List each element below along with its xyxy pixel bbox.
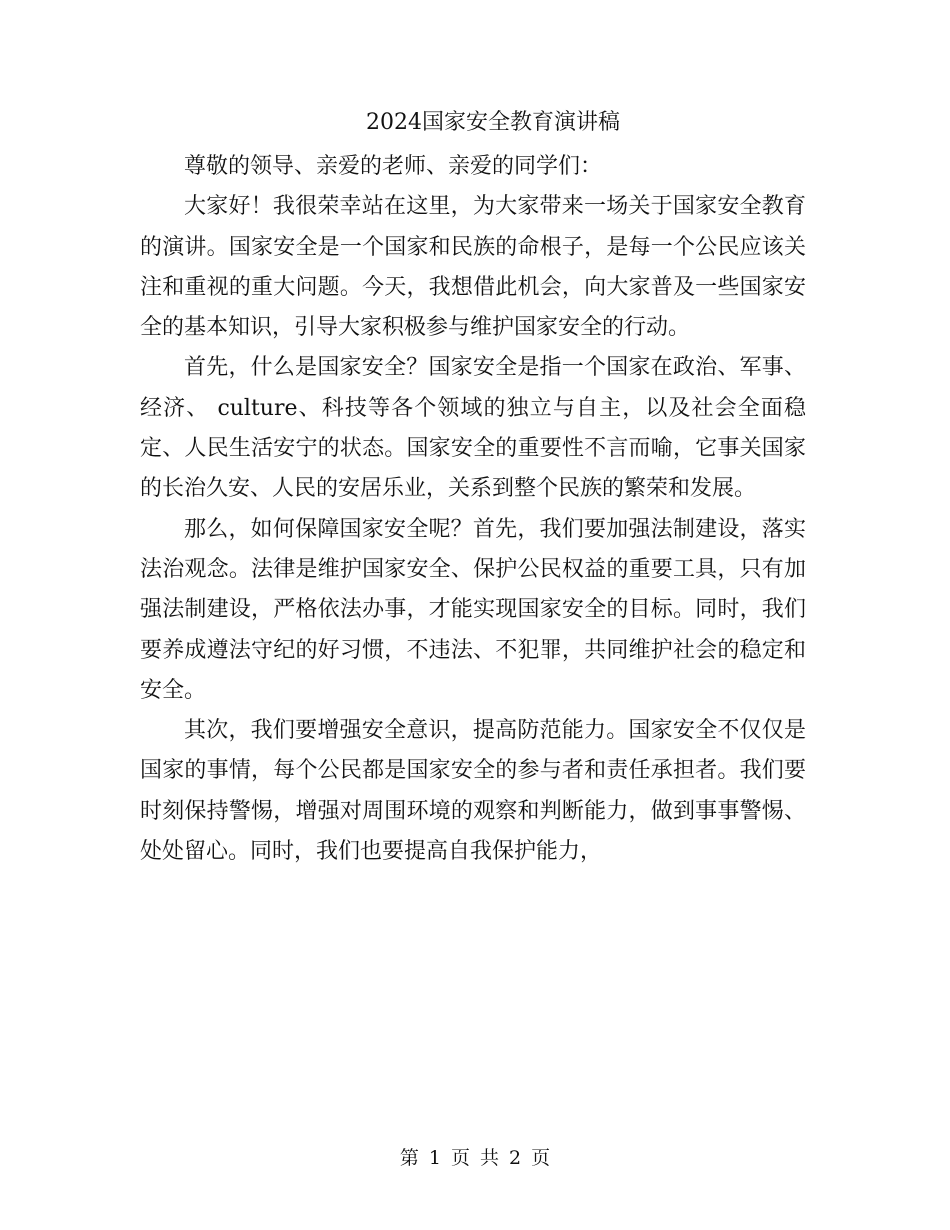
rule-of-law-paragraph: 那么，如何保障国家安全呢？首先，我们要加强法制建设，落实法治观念。法律是维护国家安全、保护公民权益的重要工具，只有加强法制建设，严格依法办事，才能实现国家安全的目标。同时，我们要养成遵法守纪的好习惯，不违法、不犯罪，共同维护社会的稳定和安全。 xyxy=(140,516,806,703)
document-title: 2024国家安全教育演讲稿 xyxy=(366,110,620,135)
greeting-paragraph: 大家好！我很荣幸站在这里，为大家带来一场关于国家安全教育的演讲。国家安全是一个国家和民族的命根子，是每一个公民应该关注和重视的重大问题。今天，我想借此机会，向大家普及一些国家安全的基本知识，引导大家积极参与维护国家安全的行动。 xyxy=(140,194,806,341)
page-number-footer: 第 1 页 共 2 页 xyxy=(399,1147,551,1169)
security-awareness-paragraph: 其次，我们要增强安全意识，提高防范能力。国家安全不仅仅是国家的事情，每个公民都是国家安全的参与者和责任承担者。我们要时刻保持警惕，增强对周围环境的观察和判断能力，做到事事警惕、处处留心。同时，我们也要提高自我保护能力， xyxy=(140,718,806,865)
document-body xyxy=(140,105,806,872)
definition-paragraph: 首先，什么是国家安全？国家安全是指一个国家在政治、军事、经济、 culture、科技等各个领域的独立与自主，以及社会全面稳定、人民生活安宁的状态。国家安全的重要性不言而喻，它事关国家的长治久安、人民的安居乐业，关系到整个民族的繁荣和发展。 xyxy=(140,355,806,502)
salutation-paragraph: 尊敬的领导、亲爱的老师、亲爱的同学们： xyxy=(184,154,603,179)
